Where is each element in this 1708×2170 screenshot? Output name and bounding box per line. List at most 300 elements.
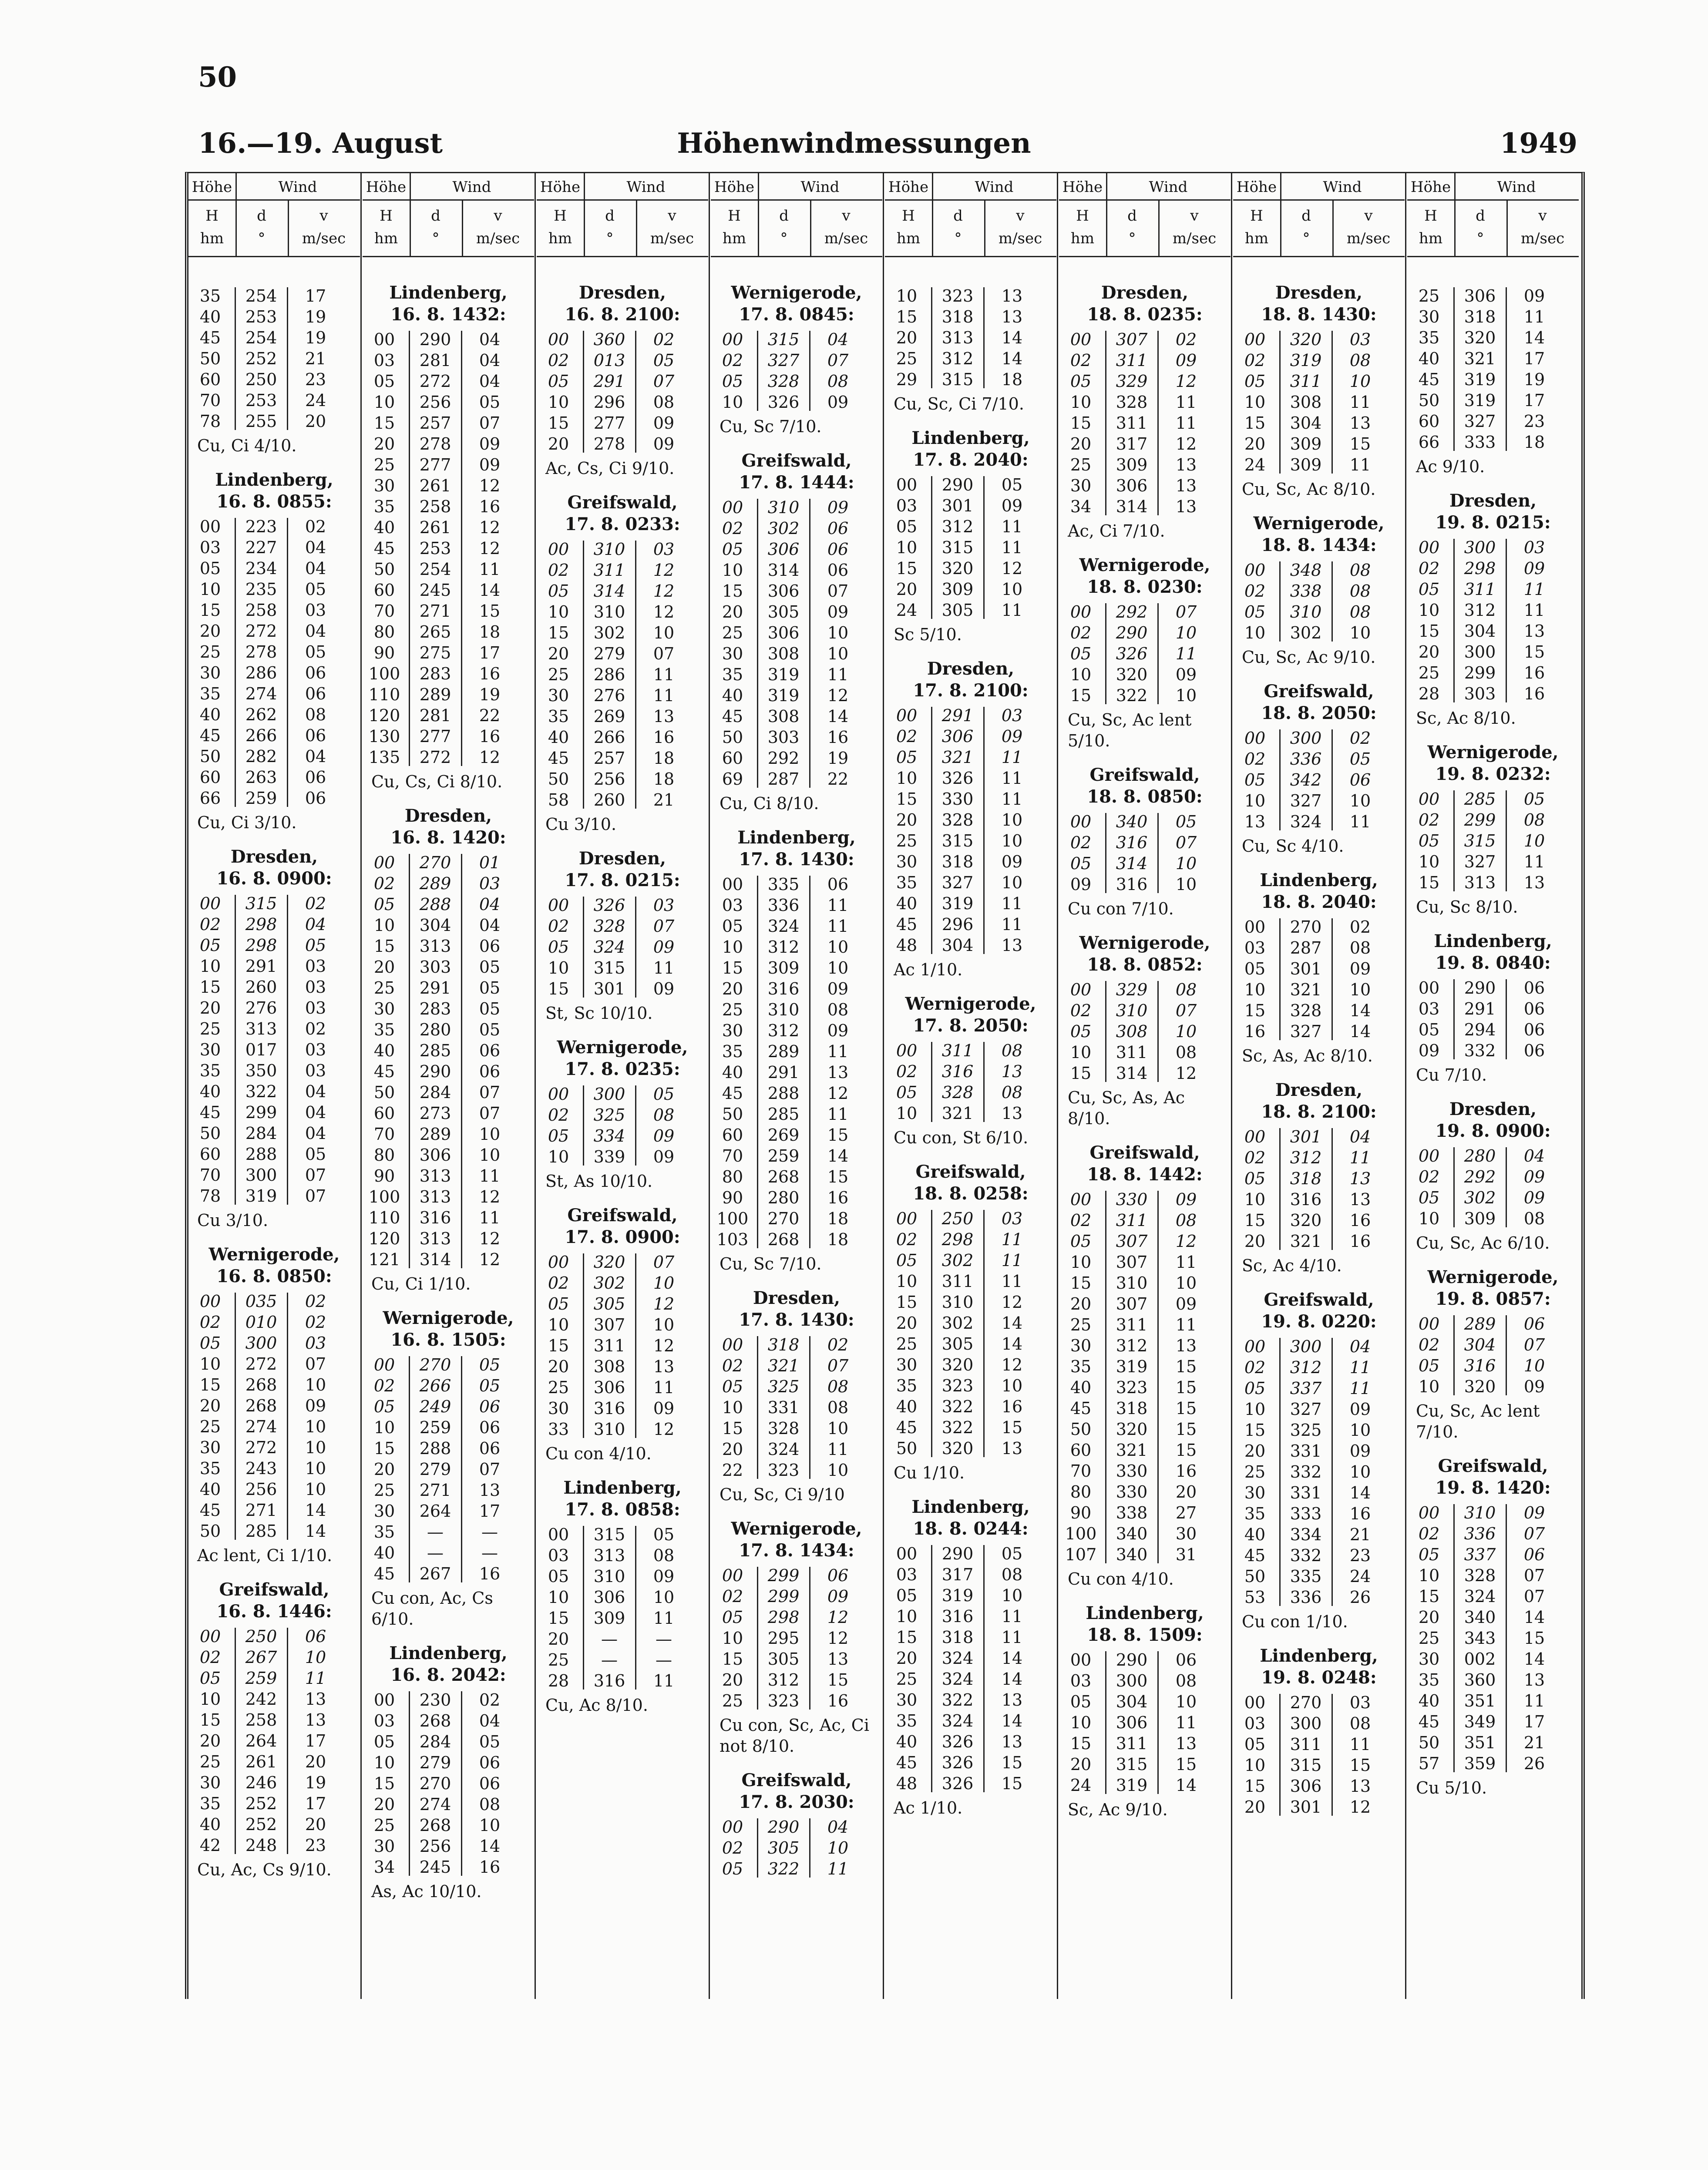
station-block: [711, 1770, 882, 1879]
height-cell: 20: [548, 1629, 569, 1649]
direction-cell: 267: [245, 1648, 277, 1667]
direction-cell: 327: [1290, 1022, 1322, 1041]
table-row: [363, 392, 534, 413]
direction-cell: 279: [593, 644, 625, 663]
speed-cell: 09: [653, 434, 675, 453]
direction-cell: 235: [245, 580, 277, 599]
direction-cell: 316: [1116, 875, 1148, 894]
height-cell: 10: [548, 602, 569, 621]
table-row: [363, 1731, 534, 1752]
table-row: [537, 371, 708, 392]
height-cell: 45: [199, 726, 221, 745]
height-cell: 15: [373, 1439, 395, 1458]
direction-cell: 270: [1290, 1693, 1322, 1712]
station-datetime: 17. 8. 1430:: [739, 849, 854, 870]
speed-cell: 06: [479, 1774, 501, 1793]
height-cell: 30: [199, 1040, 221, 1059]
direction-cell: 314: [419, 1250, 451, 1269]
direction-cell: 310: [941, 1293, 974, 1312]
height-cell: 50: [722, 728, 743, 747]
speed-cell: 04: [1349, 1127, 1371, 1146]
direction-cell: 311: [1464, 580, 1496, 599]
direction-cell: 267: [419, 1564, 451, 1583]
direction-cell: 301: [1290, 1127, 1322, 1146]
height-cell: 25: [373, 1816, 395, 1835]
direction-cell: 312: [767, 1021, 800, 1040]
speed-cell: 03: [1349, 330, 1371, 349]
header-divider: [885, 199, 1056, 201]
height-cell: 10: [548, 1588, 569, 1607]
speed-cell: 09: [1523, 1167, 1545, 1186]
speed-cell: 10: [305, 1459, 326, 1478]
header-hm: hm: [722, 230, 746, 247]
column-body: [188, 282, 360, 1893]
speed-cell: 13: [1001, 307, 1023, 326]
header-divider: [1407, 199, 1579, 201]
speed-cell: 15: [1349, 1756, 1371, 1775]
cloud-note: Ac 1/10.: [894, 960, 963, 979]
speed-cell: 14: [1001, 328, 1023, 347]
speed-cell: 10: [1349, 791, 1371, 810]
direction-cell: 298: [245, 915, 277, 934]
table-row: [711, 1376, 882, 1397]
direction-cell: 310: [767, 1000, 800, 1019]
speed-cell: —: [481, 1543, 498, 1562]
speed-cell: 16: [1523, 663, 1545, 682]
table-row: [885, 1543, 1056, 1564]
station-name: Lindenberg,: [1434, 931, 1552, 951]
direction-cell: 319: [767, 686, 800, 705]
speed-cell: 12: [1001, 1355, 1023, 1374]
height-cell: 40: [1070, 1378, 1092, 1397]
table-row: [1059, 496, 1231, 517]
table-row: [1407, 1376, 1579, 1397]
speed-cell: 06: [1523, 978, 1545, 998]
speed-cell: 15: [827, 1125, 849, 1145]
speed-cell: 07: [827, 1356, 849, 1375]
direction-cell: 310: [1464, 1503, 1496, 1522]
speed-cell: 02: [1175, 330, 1197, 349]
speed-cell: 12: [653, 602, 675, 621]
height-cell: 30: [1070, 476, 1092, 495]
table-column: [363, 173, 534, 1999]
station-name: Dresden,: [578, 282, 666, 303]
speed-cell: 11: [827, 665, 849, 684]
direction-cell: 321: [767, 1356, 800, 1375]
table-row: [885, 830, 1056, 851]
table-row: [885, 306, 1056, 327]
table-row: [1233, 1776, 1405, 1797]
table-row: [711, 999, 882, 1020]
table-row: [711, 1145, 882, 1166]
header-hm: hm: [1070, 230, 1095, 247]
direction-cell: 308: [767, 707, 800, 726]
header-unit: m/sec: [998, 230, 1042, 247]
speed-cell: 15: [1523, 642, 1545, 662]
height-cell: 02: [548, 917, 569, 936]
table-row: [363, 1186, 534, 1207]
direction-cell: 306: [1290, 1777, 1322, 1796]
speed-cell: 16: [1349, 1211, 1371, 1230]
header-unit: m/sec: [302, 230, 346, 247]
table-row: [363, 433, 534, 454]
speed-cell: 09: [305, 1396, 326, 1415]
table-row: [1407, 1586, 1579, 1607]
table-row: [1233, 1168, 1405, 1189]
table-row: [537, 664, 708, 685]
speed-cell: 10: [479, 1145, 501, 1165]
direction-cell: 336: [1290, 749, 1322, 769]
direction-cell: 310: [593, 540, 625, 559]
speed-cell: 12: [479, 1187, 501, 1206]
station-datetime: 17. 8. 2040:: [913, 450, 1029, 470]
header-hoehe: Höhe: [1062, 178, 1103, 196]
table-row: [537, 769, 708, 789]
height-cell: 20: [1244, 1441, 1266, 1461]
height-cell: 02: [722, 1356, 743, 1375]
height-cell: 02: [373, 874, 395, 893]
height-cell: 45: [199, 1103, 221, 1122]
speed-cell: 23: [1523, 412, 1545, 431]
direction-cell: 323: [941, 286, 974, 306]
direction-cell: 292: [767, 749, 800, 768]
speed-cell: 06: [479, 1418, 501, 1437]
measurement-rows: [1059, 979, 1231, 1084]
table-row: [1059, 1377, 1231, 1398]
speed-cell: 08: [653, 393, 675, 412]
table-row: [363, 538, 534, 559]
direction-cell: 316: [941, 1062, 974, 1081]
speed-cell: 02: [305, 517, 326, 536]
speed-cell: 02: [1349, 917, 1371, 937]
height-cell: 00: [1244, 561, 1266, 580]
height-cell: 40: [373, 1543, 395, 1562]
height-cell: 30: [373, 1502, 395, 1521]
direction-cell: 311: [1290, 372, 1322, 391]
table-row: [188, 725, 360, 746]
table-row: [188, 1835, 360, 1856]
direction-cell: 264: [419, 1502, 451, 1521]
height-cell: 15: [1244, 1211, 1266, 1230]
speed-cell: 08: [827, 1377, 849, 1396]
table-row: [1407, 1040, 1579, 1061]
height-cell: 00: [896, 1209, 918, 1228]
direction-cell: 301: [593, 979, 625, 998]
table-row: [1059, 979, 1231, 1000]
table-row: [1233, 1210, 1405, 1231]
speed-cell: 04: [479, 895, 501, 914]
station-block: [885, 286, 1056, 414]
column-header: [363, 173, 534, 257]
direction-cell: 319: [245, 1186, 277, 1206]
speed-cell: 05: [1523, 789, 1545, 809]
direction-cell: 253: [245, 307, 277, 326]
direction-cell: 331: [1290, 1441, 1322, 1461]
speed-cell: 04: [1523, 1146, 1545, 1166]
direction-cell: 339: [593, 1147, 625, 1166]
station-block: [537, 848, 708, 1024]
speed-cell: 06: [1523, 1545, 1545, 1564]
height-cell: 15: [199, 978, 221, 997]
speed-cell: 07: [1175, 1001, 1197, 1020]
header-wind: Wind: [278, 178, 317, 196]
speed-cell: 23: [305, 370, 326, 389]
height-cell: 00: [548, 540, 569, 559]
station-block: [1407, 742, 1579, 917]
direction-cell: 300: [245, 1334, 277, 1353]
station-block: [711, 1518, 882, 1757]
station-block: [1233, 282, 1405, 500]
table-row: [1233, 601, 1405, 622]
table-row: [363, 978, 534, 998]
station-datetime: 19. 8. 0900:: [1435, 1121, 1551, 1141]
direction-cell: 327: [1464, 412, 1496, 431]
cloud-note: Cu, Cs, Ci 8/10.: [371, 772, 503, 791]
speed-cell: 24: [1349, 1567, 1371, 1586]
height-cell: 50: [199, 349, 221, 368]
direction-cell: 285: [1464, 789, 1496, 809]
table-row: [1059, 1063, 1231, 1084]
height-cell: 02: [722, 1587, 743, 1606]
table-row: [1059, 329, 1231, 350]
direction-cell: 331: [767, 1398, 800, 1417]
table-row: [363, 705, 534, 726]
height-cell: 25: [1418, 663, 1440, 682]
height-cell: 00: [1418, 978, 1440, 998]
wind-table: [185, 172, 1585, 1999]
height-cell: 30: [199, 663, 221, 682]
header-h: H: [902, 207, 915, 225]
height-cell: 02: [722, 519, 743, 538]
height-cell: 45: [373, 1062, 395, 1081]
height-cell: 02: [1418, 1335, 1440, 1354]
direction-cell: 288: [419, 895, 451, 914]
direction-cell: 329: [1116, 980, 1148, 999]
speed-cell: 09: [1349, 1400, 1371, 1419]
speed-cell: 13: [305, 1690, 326, 1709]
table-row: [885, 1040, 1056, 1061]
height-cell: 110: [368, 685, 400, 704]
speed-cell: 06: [305, 789, 326, 808]
table-row: [188, 1102, 360, 1123]
table-row: [1233, 413, 1405, 433]
direction-cell: 273: [419, 1104, 451, 1123]
height-cell: 00: [1070, 1650, 1092, 1669]
speed-cell: 06: [827, 519, 849, 538]
height-cell: 35: [1244, 1504, 1266, 1523]
table-row: [885, 1438, 1056, 1459]
speed-cell: 08: [1349, 351, 1371, 370]
table-row: [363, 1375, 534, 1396]
table-row: [885, 747, 1056, 768]
speed-cell: 05: [479, 1355, 501, 1374]
height-cell: 50: [373, 560, 395, 579]
direction-cell: 268: [767, 1230, 800, 1249]
direction-cell: 270: [767, 1209, 800, 1228]
speed-cell: 14: [1175, 1776, 1197, 1795]
height-cell: 15: [1070, 686, 1092, 705]
speed-cell: 12: [1349, 1797, 1371, 1817]
table-row: [1233, 1399, 1405, 1420]
direction-cell: 269: [767, 1125, 800, 1145]
height-cell: 00: [373, 1690, 395, 1710]
table-row: [363, 1773, 534, 1794]
table-row: [1233, 560, 1405, 581]
table-row: [885, 1731, 1056, 1752]
table-row: [188, 600, 360, 621]
speed-cell: 11: [1001, 1272, 1023, 1291]
measurement-rows: [885, 474, 1056, 621]
height-cell: 05: [373, 1397, 395, 1416]
height-cell: 05: [1244, 770, 1266, 789]
table-column: [188, 173, 360, 1999]
height-cell: 30: [1418, 1649, 1440, 1669]
direction-cell: 318: [1464, 307, 1496, 326]
table-row: [188, 1500, 360, 1521]
height-cell: 45: [1070, 1399, 1092, 1418]
table-row: [363, 915, 534, 936]
column-body: [1059, 282, 1231, 1833]
height-cell: 22: [722, 1461, 743, 1480]
cloud-note: Cu con 4/10.: [545, 1444, 652, 1463]
table-row: [1407, 683, 1579, 704]
table-row: [1407, 830, 1579, 851]
speed-cell: 03: [305, 957, 326, 976]
station-name: Lindenberg,: [1260, 870, 1378, 890]
height-cell: 30: [896, 1690, 918, 1710]
speed-cell: 08: [827, 1398, 849, 1417]
header-divider: [1059, 199, 1231, 201]
direction-cell: 327: [1290, 1400, 1322, 1419]
table-row: [188, 935, 360, 956]
speed-cell: 04: [305, 915, 326, 934]
speed-cell: 26: [1349, 1588, 1371, 1607]
direction-cell: 307: [1116, 1232, 1148, 1251]
station-datetime: 16. 8. 2100:: [565, 304, 680, 325]
speed-cell: 12: [1175, 372, 1197, 391]
speed-cell: 14: [827, 1146, 849, 1166]
speed-cell: 14: [827, 707, 849, 726]
table-row: [363, 873, 534, 894]
speed-cell: 11: [1175, 393, 1197, 412]
direction-cell: 313: [1464, 873, 1496, 892]
table-row: [1233, 790, 1405, 811]
direction-cell: 290: [941, 1544, 974, 1563]
table-row: [1407, 998, 1579, 1019]
table-row: [363, 329, 534, 350]
height-cell: 70: [722, 1146, 743, 1166]
station-datetime: 18. 8. 0244:: [913, 1518, 1029, 1539]
speed-cell: 17: [305, 1794, 326, 1813]
table-row: [188, 977, 360, 998]
speed-cell: 14: [1001, 1669, 1023, 1689]
table-row: [1233, 1692, 1405, 1713]
speed-cell: 13: [1349, 1169, 1371, 1188]
height-cell: 90: [1070, 1503, 1092, 1522]
table-row: [363, 1228, 534, 1249]
height-cell: 00: [199, 1627, 221, 1646]
table-row: [188, 1626, 360, 1647]
direction-cell: 333: [1464, 433, 1496, 452]
table-row: [537, 1587, 708, 1608]
header-divider: [537, 199, 708, 201]
table-row: [885, 1271, 1056, 1292]
table-row: [711, 622, 882, 643]
direction-cell: 292: [1116, 602, 1148, 621]
cloud-note: Cu 3/10.: [545, 815, 617, 834]
height-cell: 15: [1244, 1001, 1266, 1020]
speed-cell: 13: [1175, 455, 1197, 474]
direction-cell: 313: [419, 1229, 451, 1248]
speed-cell: 12: [479, 476, 501, 495]
table-row: [711, 601, 882, 622]
table-row: [1059, 433, 1231, 454]
direction-cell: 256: [419, 393, 451, 412]
direction-cell: 261: [419, 518, 451, 537]
station-block: [711, 450, 882, 814]
direction-cell: 254: [245, 286, 277, 306]
height-cell: 15: [722, 958, 743, 978]
speed-cell: 06: [305, 768, 326, 787]
table-row: [1233, 1524, 1405, 1545]
direction-cell: 320: [941, 1439, 974, 1458]
table-row: [1059, 1021, 1231, 1042]
measurement-rows: [188, 286, 360, 432]
height-cell: 80: [1070, 1482, 1092, 1502]
table-row: [537, 329, 708, 350]
table-row: [1233, 1231, 1405, 1252]
height-cell: 10: [373, 1418, 395, 1437]
height-cell: 15: [199, 1375, 221, 1394]
header-hoehe: Höhe: [1410, 178, 1451, 196]
table-row: [711, 643, 882, 664]
table-row: [711, 1166, 882, 1187]
direction-cell: 310: [1116, 1001, 1148, 1020]
table-row: [885, 369, 1056, 390]
table-row: [537, 350, 708, 371]
height-cell: 33: [548, 1420, 569, 1439]
station-block: [188, 469, 360, 833]
header-hoehe: Höhe: [888, 178, 929, 196]
height-cell: 45: [1418, 1712, 1440, 1731]
direction-cell: 321: [1464, 349, 1496, 368]
height-cell: 120: [368, 706, 400, 725]
height-cell: 10: [1244, 791, 1266, 810]
speed-cell: 12: [653, 1294, 675, 1313]
speed-cell: 07: [1175, 833, 1197, 852]
speed-cell: 04: [305, 538, 326, 557]
direction-cell: 306: [419, 1145, 451, 1165]
table-row: [885, 600, 1056, 621]
table-row: [885, 726, 1056, 747]
direction-cell: 299: [767, 1566, 800, 1585]
table-column: [1407, 173, 1579, 1999]
speed-cell: 14: [305, 1522, 326, 1541]
measurement-rows: [1059, 601, 1231, 706]
station-name: Dresden,: [1275, 1080, 1363, 1100]
speed-cell: 06: [479, 1439, 501, 1458]
station-datetime: 16. 8. 2042:: [390, 1665, 506, 1685]
station-datetime: 19. 8. 0215:: [1435, 512, 1551, 533]
table-row: [1059, 811, 1231, 832]
height-cell: 10: [373, 393, 395, 412]
station-block: [363, 282, 534, 792]
height-cell: 05: [548, 937, 569, 957]
direction-cell: 337: [1290, 1379, 1322, 1398]
direction-cell: 252: [245, 1794, 277, 1813]
station-block: [1233, 870, 1405, 1066]
table-row: [188, 411, 360, 432]
